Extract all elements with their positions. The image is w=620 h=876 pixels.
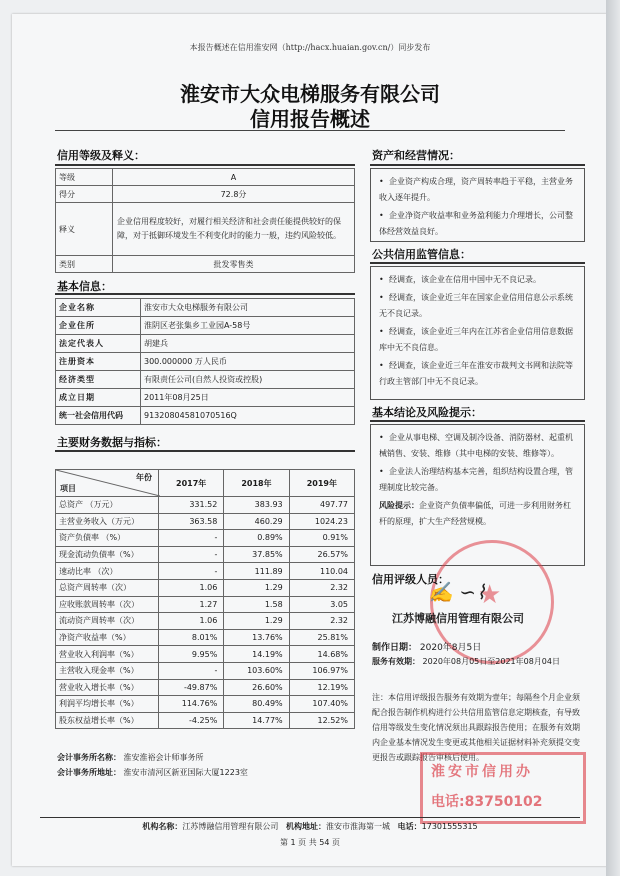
- finance-label: 净资产收益率（%）: [56, 629, 159, 646]
- finance-value: 1024.23: [289, 513, 354, 530]
- table-row: [56, 629, 355, 646]
- bullet-icon: •: [379, 433, 384, 442]
- supervision-text: 经调查，该企业近三年内在江苏省企业信用信息数据库中无不良信息。: [379, 327, 573, 352]
- rect-seal-line2: 电话:83750102: [431, 794, 543, 810]
- category-value: 批发零售类: [113, 256, 355, 273]
- grade-table: [55, 168, 355, 273]
- finance-table: [55, 469, 355, 729]
- firm-addr-label: 会计事务所地址：: [57, 768, 121, 777]
- bullet-icon: •: [379, 275, 384, 284]
- finance-label: 主营收入现金率（%）: [56, 662, 159, 679]
- table-row: [56, 696, 355, 713]
- finance-value: 2.32: [289, 579, 354, 596]
- validity-note: 注：本信用评级报告服务有效期为壹年；每隔叁个月企业须配合报告制作机构进行公共信用监管信息定期核查，有导致信用等级发生变化情况须出具跟踪报告使用；在服务有效期内企业基本情况发生变更或其他相关证据材料补充须提交变更报告或跟踪报告审核后使用。: [372, 693, 580, 762]
- list-item: [379, 358, 576, 390]
- finance-value: 26.57%: [289, 546, 354, 563]
- made-label: 制作日期：: [372, 643, 418, 653]
- addr-label: 机构地址：: [286, 822, 326, 831]
- source-note: 本报告概述在信用淮安网（http://hacx.huaian.gov.cn/）同步发布: [189, 43, 431, 52]
- title-rule: [55, 130, 565, 131]
- finance-label: 营业收入利润率（%）: [56, 646, 159, 663]
- basic-value: 有限责任公司(自然人投资或控股): [141, 371, 355, 389]
- bullet-icon: •: [379, 177, 384, 186]
- finance-value: 460.29: [224, 513, 289, 530]
- finance-label: 营业收入增长率（%）: [56, 679, 159, 696]
- valid-period-line: [372, 656, 560, 667]
- table-row: [56, 596, 355, 613]
- org-label: 机构名称：: [142, 822, 183, 831]
- valid-label: 服务有效期：: [372, 657, 420, 666]
- finance-value: 13.76%: [224, 629, 289, 646]
- rating-agency: 江苏博融信用管理有限公司: [392, 612, 524, 625]
- diagonal-header-cell: [56, 470, 159, 497]
- table-header-row: [56, 470, 355, 497]
- finance-value: -: [159, 530, 224, 547]
- table-row: [56, 407, 355, 425]
- finance-section-title: 主要财务数据与指标：: [57, 436, 167, 449]
- finance-value: 14.68%: [289, 646, 354, 663]
- supervision-section-bar: [370, 262, 585, 264]
- table-row: [56, 546, 355, 563]
- table-row: [56, 186, 355, 203]
- finance-value: 114.76%: [159, 696, 224, 713]
- table-row: [56, 530, 355, 547]
- firm-name: 淮安淮裕会计师事务所: [123, 753, 204, 762]
- finance-label: 速动比率 （次）: [56, 563, 159, 580]
- basic-value: 胡建兵: [141, 335, 355, 353]
- finance-value: -49.87%: [159, 679, 224, 696]
- finance-value: 1.06: [159, 579, 224, 596]
- basic-key: 企业住所: [56, 317, 141, 335]
- finance-label: 流动资产周转率（次）: [56, 613, 159, 630]
- finance-value: 103.60%: [224, 662, 289, 679]
- year-header: 2019年: [289, 470, 354, 497]
- rect-seal-line1: 淮安市信用办: [431, 764, 533, 780]
- report-title: 信用报告概述: [250, 107, 370, 131]
- finance-label: 总资产 （万元）: [56, 497, 159, 514]
- table-row: [56, 317, 355, 335]
- basic-value: 91320804581070516Q: [141, 407, 355, 425]
- accounting-firm-name-line: [57, 752, 204, 763]
- assets-text: 企业净资产收益率和业务盈利能力介理增长，公司整体经营效益良好。: [379, 211, 573, 236]
- finance-value: -: [159, 546, 224, 563]
- meaning-key: 释义: [56, 203, 113, 256]
- rect-seal: [420, 752, 586, 824]
- finance-label: 总资产周转率（次）: [56, 579, 159, 596]
- rater-signature: ✍ ∽⌇: [428, 580, 486, 604]
- assets-section-bar: [370, 164, 585, 166]
- table-row: [56, 335, 355, 353]
- supervision-text: 经调查，该企业在信用中国中无不良记录。: [389, 275, 541, 284]
- table-row: [56, 613, 355, 630]
- table-row: [56, 513, 355, 530]
- basic-key: 经济类型: [56, 371, 141, 389]
- finance-value: 1.29: [224, 579, 289, 596]
- page-number: 第 1 页 共 54 页: [280, 838, 340, 847]
- category-key: 类别: [56, 256, 113, 273]
- bullet-icon: •: [379, 361, 384, 370]
- table-row: [56, 169, 355, 186]
- finance-section-bar: [55, 450, 355, 452]
- table-row: [56, 389, 355, 407]
- supervision-text: 经调查，该企业近三年在淮安市裁判文书网和法院等行政主管部门中无不良记录。: [379, 361, 573, 386]
- firm-label: 会计事务所名称：: [57, 753, 121, 762]
- basic-key: 注册资本: [56, 353, 141, 371]
- basic-section-title: 基本信息：: [57, 280, 112, 293]
- year-header: 2018年: [224, 470, 289, 497]
- finance-value: 383.93: [224, 497, 289, 514]
- finance-rows: [56, 497, 355, 729]
- finance-value: 14.77%: [224, 712, 289, 729]
- list-item: [379, 324, 576, 356]
- supervision-text: 经调查，该企业近三年在国家企业信用信息公示系统无不良记录。: [379, 293, 573, 318]
- finance-label: 股东权益增长率（%）: [56, 712, 159, 729]
- basic-key: 企业名称: [56, 299, 141, 317]
- risk-label: 风险提示：: [379, 501, 419, 510]
- conclusion-section-bar: [370, 420, 585, 422]
- list-item: [379, 290, 576, 322]
- assets-text: 企业资产构成合理，资产周转率趋于平稳，主营业务收入逐年提升。: [379, 177, 573, 202]
- finance-value: 1.06: [159, 613, 224, 630]
- basic-section-bar: [55, 293, 355, 295]
- list-item: [379, 272, 576, 288]
- seal-star-icon: ★: [478, 580, 502, 610]
- finance-value: 110.04: [289, 563, 354, 580]
- accounting-firm-address-line: [57, 767, 248, 778]
- grade-value: A: [113, 169, 355, 186]
- finance-value: 8.01%: [159, 629, 224, 646]
- basic-value: 淮安市大众电梯服务有限公司: [141, 299, 355, 317]
- meaning-value: 企业信用程度较好，对履行相关经济和社会责任能提供较好的保障，对于抵御环境发生不利变化时的能力一般，违约风险较低。: [113, 203, 355, 256]
- finance-value: -: [159, 563, 224, 580]
- basic-info-table: [55, 298, 355, 425]
- basic-value: 300.000000 万人民币: [141, 353, 355, 371]
- conclusion-text: 企业法人治理结构基本完善，组织结构设置合理，管理制度比较完备。: [379, 467, 573, 492]
- finance-label: 利润平均增长率（%）: [56, 696, 159, 713]
- finance-value: 2.32: [289, 613, 354, 630]
- list-item: [379, 174, 576, 206]
- finance-value: 111.89: [224, 563, 289, 580]
- list-item: [379, 208, 576, 240]
- table-row: [56, 353, 355, 371]
- finance-value: 363.58: [159, 513, 224, 530]
- header-year: 年份: [136, 473, 152, 482]
- org-addr: 淮安市淮海第一城: [326, 822, 390, 831]
- finance-value: 12.52%: [289, 712, 354, 729]
- assets-section-title: 资产和经营情况：: [372, 149, 460, 162]
- firm-addr: 淮安市清河区新亚国际大厦1223室: [123, 768, 248, 777]
- finance-value: 1.58: [224, 596, 289, 613]
- finance-value: 0.89%: [224, 530, 289, 547]
- basic-value: 淮阴区老张集乡工业园A-58号: [141, 317, 355, 335]
- grade-section-bar: [55, 164, 355, 166]
- finance-value: 106.97%: [289, 662, 354, 679]
- table-row: [56, 497, 355, 514]
- score-value: 72.8分: [113, 186, 355, 203]
- table-row: [56, 579, 355, 596]
- raters-label: 信用评级人员：: [372, 573, 449, 586]
- finance-value: 107.40%: [289, 696, 354, 713]
- basic-key: 成立日期: [56, 389, 141, 407]
- finance-value: 331.52: [159, 497, 224, 514]
- org-tel: 17301555315: [421, 822, 478, 831]
- footer-info: [0, 821, 620, 832]
- conclusion-section-title: 基本结论及风险提示：: [372, 406, 482, 419]
- finance-value: 497.77: [289, 497, 354, 514]
- grade-section-title: 信用等级及释义：: [57, 149, 145, 162]
- basic-key: 统一社会信用代码: [56, 407, 141, 425]
- bullet-icon: •: [379, 467, 384, 476]
- basic-key: 法定代表人: [56, 335, 141, 353]
- valid-range: 2020年08月05日至2021年08月04日: [422, 657, 560, 666]
- finance-value: 1.29: [224, 613, 289, 630]
- bullet-icon: •: [379, 327, 384, 336]
- table-row: [56, 299, 355, 317]
- footer-rule: [40, 817, 580, 818]
- finance-label: 现金流动负债率（%）: [56, 546, 159, 563]
- assets-box: [370, 168, 585, 242]
- finance-value: 80.49%: [224, 696, 289, 713]
- finance-value: 14.19%: [224, 646, 289, 663]
- finance-label: 主营业务收入（万元）: [56, 513, 159, 530]
- supervision-section-title: 公共信用监管信息：: [372, 248, 471, 261]
- score-key: 得分: [56, 186, 113, 203]
- company-title: 淮安市大众电梯服务有限公司: [180, 82, 440, 106]
- finance-value: 3.05: [289, 596, 354, 613]
- finance-value: 9.95%: [159, 646, 224, 663]
- made-date: 2020年8月5日: [419, 643, 482, 653]
- header-item: 项目: [60, 484, 76, 493]
- table-row: [56, 256, 355, 273]
- finance-value: 25.81%: [289, 629, 354, 646]
- org-name: 江苏博融信用管理有限公司: [182, 822, 279, 831]
- finance-label: 资产负债率 （%）: [56, 530, 159, 547]
- finance-value: 12.19%: [289, 679, 354, 696]
- table-row: [56, 371, 355, 389]
- table-row: [56, 563, 355, 580]
- bullet-icon: •: [379, 211, 384, 220]
- risk-note: [379, 498, 576, 530]
- tel-label: 电话：: [397, 822, 422, 831]
- table-row: [56, 679, 355, 696]
- bullet-icon: •: [379, 293, 384, 302]
- finance-value: 0.91%: [289, 530, 354, 547]
- grade-key: 等级: [56, 169, 113, 186]
- finance-label: 应收账款周转率（次）: [56, 596, 159, 613]
- supervision-box: [370, 266, 585, 400]
- table-row: [56, 646, 355, 663]
- made-date-line: [372, 640, 481, 653]
- list-item: [379, 430, 576, 462]
- finance-value: 1.27: [159, 596, 224, 613]
- finance-value: -: [159, 662, 224, 679]
- table-row: [56, 203, 355, 256]
- risk-text: 企业资产负债率偏低，可进一步利用财务杠杆的原理，扩大生产经营规模。: [379, 501, 571, 526]
- conclusion-text: 企业从事电梯、空调及制冷设备、消防器材、起重机械销售、安装、维修（其中电梯的安装、维修等）。: [379, 433, 573, 458]
- year-header: 2017年: [159, 470, 224, 497]
- finance-value: 26.60%: [224, 679, 289, 696]
- finance-value: 37.85%: [224, 546, 289, 563]
- table-row: [56, 712, 355, 729]
- list-item: [379, 464, 576, 496]
- finance-value: -4.25%: [159, 712, 224, 729]
- basic-value: 2011年08月25日: [141, 389, 355, 407]
- table-row: [56, 662, 355, 679]
